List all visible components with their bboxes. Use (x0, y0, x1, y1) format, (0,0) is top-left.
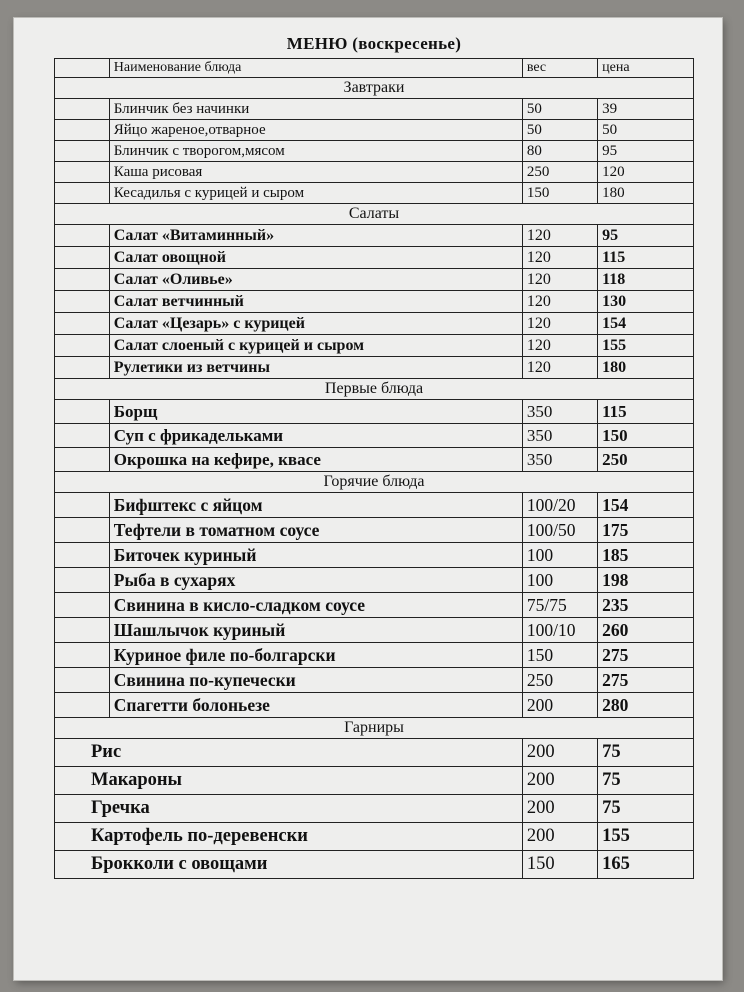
dish-price: 115 (598, 400, 694, 424)
dish-price: 155 (598, 823, 694, 851)
section-title: Завтраки (55, 78, 694, 99)
section-row-sides (55, 718, 694, 739)
dish-weight: 75/75 (522, 593, 597, 618)
section-row-soups (55, 379, 694, 400)
dish-weight: 350 (522, 424, 597, 448)
dish-name: Кесадилья с курицей и сыром (109, 183, 522, 204)
dish-name: Блинчик без начинки (109, 99, 522, 120)
dish-weight: 200 (522, 795, 597, 823)
dish-name: Куриное филе по-болгарски (109, 643, 522, 668)
dish-name: Окрошка на кефире, квасе (109, 448, 522, 472)
dish-price: 280 (598, 693, 694, 718)
header-blank-cell (55, 59, 110, 78)
table-row (55, 291, 694, 313)
dish-price: 39 (598, 99, 694, 120)
dish-price: 120 (598, 162, 694, 183)
dish-price: 165 (598, 851, 694, 879)
table-row (55, 568, 694, 593)
dish-price: 115 (598, 247, 694, 269)
dish-price: 180 (598, 357, 694, 379)
dish-name: Салат «Оливье» (109, 269, 522, 291)
dish-weight: 120 (522, 225, 597, 247)
section-row-breakfast (55, 78, 694, 99)
table-row (55, 767, 694, 795)
table-row (55, 448, 694, 472)
dish-name: Салат овощной (109, 247, 522, 269)
dish-name: Салат «Витаминный» (109, 225, 522, 247)
dish-price: 198 (598, 568, 694, 593)
dish-price: 175 (598, 518, 694, 543)
table-row (55, 335, 694, 357)
dish-price: 154 (598, 493, 694, 518)
dish-weight: 200 (522, 693, 597, 718)
table-row (55, 357, 694, 379)
dish-weight: 50 (522, 99, 597, 120)
dish-price: 75 (598, 795, 694, 823)
table-row (55, 141, 694, 162)
dish-price: 95 (598, 225, 694, 247)
table-row (55, 493, 694, 518)
table-row (55, 823, 694, 851)
dish-weight: 100 (522, 568, 597, 593)
dish-name: Рыба в сухарях (109, 568, 522, 593)
header-name: Наименование блюда (109, 59, 522, 78)
dish-name: Спагетти болоньезе (109, 693, 522, 718)
table-header-row (55, 59, 694, 78)
dish-weight: 120 (522, 357, 597, 379)
dish-name: Борщ (109, 400, 522, 424)
dish-name: Макароны (55, 767, 523, 795)
table-row (55, 543, 694, 568)
dish-weight: 100/20 (522, 493, 597, 518)
dish-name: Салат слоеный с курицей и сыром (109, 335, 522, 357)
table-row (55, 618, 694, 643)
table-row (55, 99, 694, 120)
dish-name: Биточек куриный (109, 543, 522, 568)
header-weight: вес (522, 59, 597, 78)
dish-weight: 150 (522, 851, 597, 879)
table-row (55, 313, 694, 335)
dish-price: 75 (598, 767, 694, 795)
dish-name: Каша рисовая (109, 162, 522, 183)
dish-price: 95 (598, 141, 694, 162)
dish-price: 260 (598, 618, 694, 643)
dish-weight: 120 (522, 247, 597, 269)
dish-price: 250 (598, 448, 694, 472)
table-row (55, 424, 694, 448)
dish-weight: 120 (522, 291, 597, 313)
dish-name: Шашлычок куриный (109, 618, 522, 643)
dish-name: Гречка (55, 795, 523, 823)
menu-table (54, 58, 694, 879)
header-price: цена (598, 59, 694, 78)
dish-weight: 350 (522, 400, 597, 424)
menu-sheet (14, 18, 722, 980)
section-title: Первые блюда (55, 379, 694, 400)
dish-weight: 150 (522, 643, 597, 668)
dish-price: 130 (598, 291, 694, 313)
dish-name: Картофель по-деревенски (55, 823, 523, 851)
dish-weight: 100/10 (522, 618, 597, 643)
section-title: Горячие блюда (55, 472, 694, 493)
dish-weight: 250 (522, 668, 597, 693)
dish-weight: 200 (522, 739, 597, 767)
dish-name: Рис (55, 739, 523, 767)
dish-weight: 200 (522, 767, 597, 795)
dish-name: Суп с фрикадельками (109, 424, 522, 448)
table-row (55, 593, 694, 618)
table-row (55, 643, 694, 668)
dish-weight: 120 (522, 335, 597, 357)
dish-name: Тефтели в томатном соусе (109, 518, 522, 543)
dish-name: Яйцо жареное,отварное (109, 120, 522, 141)
menu-content (54, 34, 694, 879)
section-title: Гарниры (55, 718, 694, 739)
dish-name: Брокколи с овощами (55, 851, 523, 879)
table-row (55, 693, 694, 718)
dish-name: Свинина в кисло-сладком соусе (109, 593, 522, 618)
dish-weight: 250 (522, 162, 597, 183)
dish-weight: 120 (522, 313, 597, 335)
dish-weight: 100 (522, 543, 597, 568)
dish-price: 118 (598, 269, 694, 291)
dish-weight: 100/50 (522, 518, 597, 543)
section-row-salads (55, 204, 694, 225)
dish-price: 180 (598, 183, 694, 204)
dish-name: Блинчик с творогом,мясом (109, 141, 522, 162)
dish-name: Салат «Цезарь» с курицей (109, 313, 522, 335)
dish-weight: 150 (522, 183, 597, 204)
dish-price: 150 (598, 424, 694, 448)
table-row (55, 739, 694, 767)
table-row (55, 269, 694, 291)
dish-weight: 350 (522, 448, 597, 472)
section-title: Салаты (55, 204, 694, 225)
dish-price: 155 (598, 335, 694, 357)
table-row (55, 120, 694, 141)
dish-weight: 50 (522, 120, 597, 141)
dish-name: Бифштекс с яйцом (109, 493, 522, 518)
dish-price: 275 (598, 643, 694, 668)
table-row (55, 518, 694, 543)
dish-price: 275 (598, 668, 694, 693)
dish-price: 75 (598, 739, 694, 767)
dish-price: 50 (598, 120, 694, 141)
dish-weight: 120 (522, 269, 597, 291)
table-row (55, 668, 694, 693)
section-row-hot-dishes (55, 472, 694, 493)
menu-title: МЕНЮ (воскресенье) (286, 34, 462, 53)
table-row (55, 851, 694, 879)
dish-name: Свинина по-купечески (109, 668, 522, 693)
table-row (55, 400, 694, 424)
table-row (55, 162, 694, 183)
dish-price: 185 (598, 543, 694, 568)
dish-name: Салат ветчинный (109, 291, 522, 313)
table-row (55, 225, 694, 247)
dish-weight: 200 (522, 823, 597, 851)
dish-price: 154 (598, 313, 694, 335)
table-row (55, 795, 694, 823)
table-row (55, 247, 694, 269)
dish-price: 235 (598, 593, 694, 618)
table-row (55, 183, 694, 204)
dish-weight: 80 (522, 141, 597, 162)
dish-name: Рулетики из ветчины (109, 357, 522, 379)
